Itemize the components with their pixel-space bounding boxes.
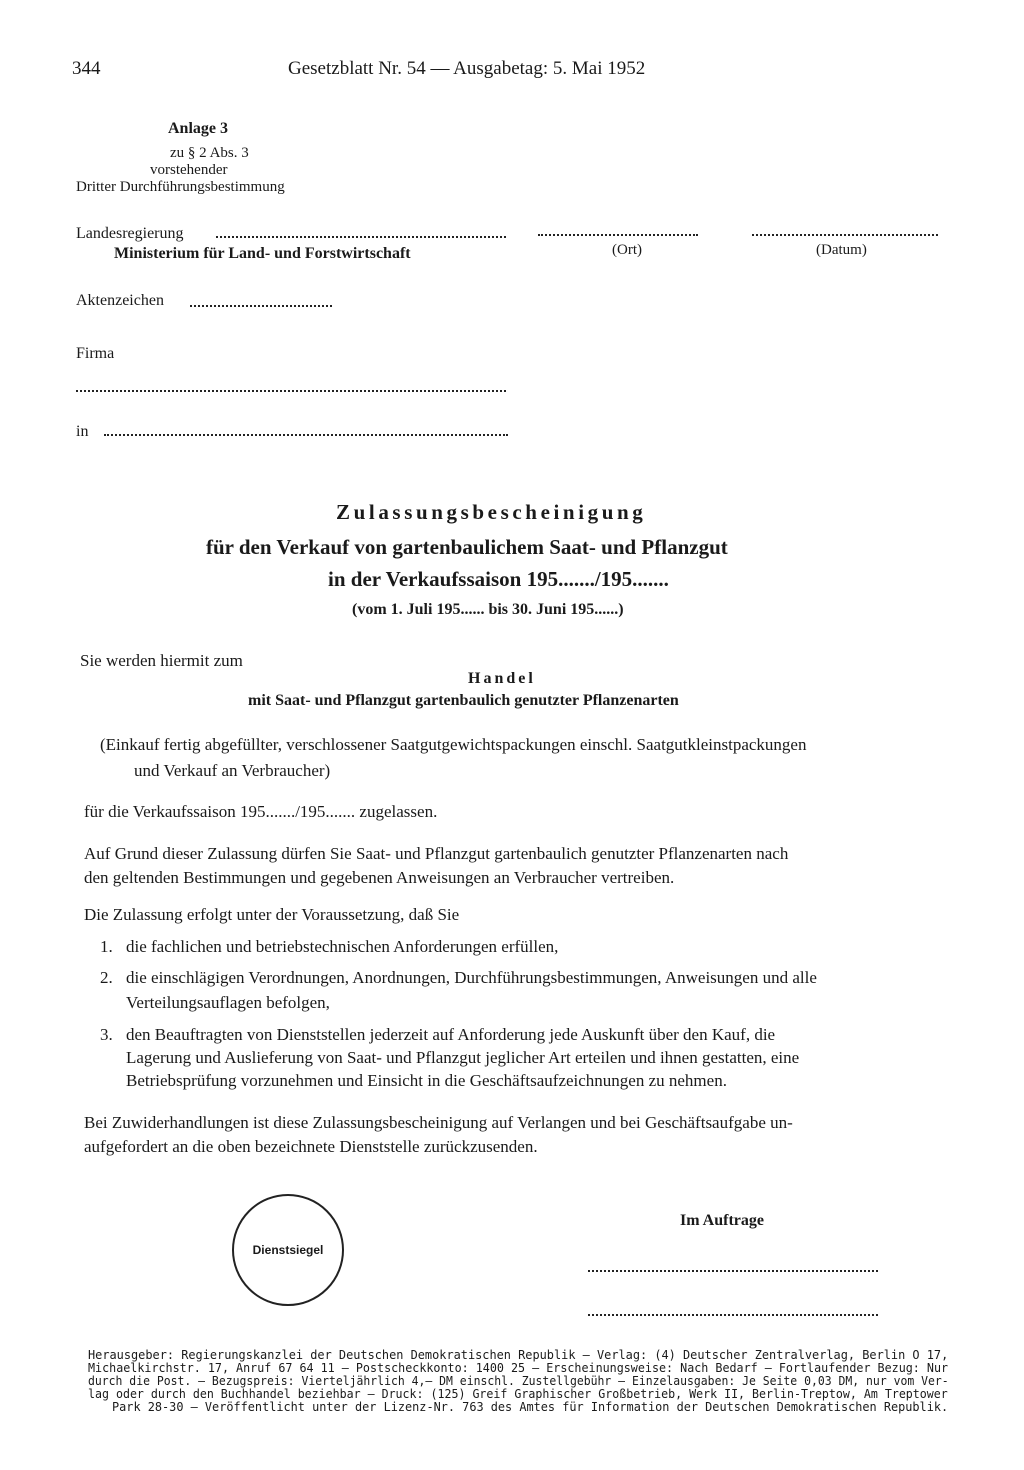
item-1-line-1: die fachlichen und betriebstechnischen Anforderungen erfüllen, [126,937,559,956]
item-3-line-2: Lagerung und Auslieferung von Saat- und Pflanzgut jeglicher Art erteilen und ihnen gestatten, eine [126,1048,800,1067]
landesregierung-label: Landesregierung [76,225,184,242]
closing-line-2: aufgefordert an die oben bezeichnete Dienststelle zurückzusenden. [84,1137,538,1156]
closing-line-1: Bei Zuwiderhandlungen ist diese Zulassungsbescheinigung auf Verlangen und bei Geschäftsaufgabe un- [84,1113,793,1132]
in-field[interactable] [104,434,508,436]
annex-line-1: zu § 2 Abs. 3 [170,145,249,161]
item-number-2: 2. [100,968,113,987]
season-line: für die Verkaufssaison 195......./195....... zugelassen. [84,802,438,821]
footer-line-5: Park 28-30 — Veröffentlicht unter der Lizenz-Nr. 763 des Amtes für Information der Deutschen Demokratischen Republik. [112,1399,949,1414]
conditions-intro: Die Zulassung erfolgt unter der Voraussetzung, daß Sie [84,905,460,924]
aktenzeichen-label: Aktenzeichen [76,292,164,309]
signature-line-1[interactable] [588,1270,878,1272]
item-3-line-1: den Beauftragten von Dienststellen jederzeit auf Anforderung jede Auskunft über den Kauf, die [126,1025,776,1044]
ministerium-label: Ministerium für Land- und Forstwirtschaft [114,245,411,262]
page-number: 344 [72,58,101,79]
document-title: Zulassungsbescheinigung [336,500,647,524]
im-auftrage-label: Im Auftrage [680,1212,764,1229]
datum-label: (Datum) [816,242,867,258]
aktenzeichen-field[interactable] [190,305,332,307]
item-number-1: 1. [100,937,113,956]
seal-label: Dienstsiegel [252,1243,324,1257]
para1-line-2: den geltenden Bestimmungen und gegebenen Anweisungen an Verbraucher vertreiben. [84,868,675,887]
annex-title: Anlage 3 [168,120,228,137]
item-number-3: 3. [100,1025,113,1044]
annex-line-2: vorstehender [150,162,228,178]
landesregierung-field[interactable] [216,236,506,238]
firma-label: Firma [76,345,115,362]
ort-field[interactable] [538,234,698,236]
running-title: Gesetzblatt Nr. 54 — Ausgabetag: 5. Mai 1952 [288,58,646,79]
footer-line-3: durch die Post. — Bezugspreis: Vierteljährlich 4,— DM einschl. Zustellgebühr — Einzelausgaben: Je Seite 0,03 DM, nur vom Ver- [88,1373,949,1388]
title-line-2: für den Verkauf von gartenbaulichem Saat- und Pflanzgut [206,535,728,559]
title-line-4: (vom 1. Juli 195...... bis 30. Juni 195......) [352,601,624,618]
official-seal [232,1194,344,1306]
paren-line-1: (Einkauf fertig abgefüllter, verschlossener Saatgutgewichtspackungen einschl. Saatgutkleinstpackungen [100,735,807,754]
in-label: in [76,423,89,440]
firma-field[interactable] [76,390,506,392]
title-line-3: in der Verkaufssaison 195......./195....... [328,567,669,591]
handel-subheading: mit Saat- und Pflanzgut gartenbaulich genutzter Pflanzenarten [248,692,679,709]
signature-line-2[interactable] [588,1314,878,1316]
footer-line-4: lag oder durch den Buchhandel beziehbar — Druck: (125) Greif Graphischer Großbetrieb, Werk II, Berlin-Treptow, Am Treptower [88,1386,948,1401]
para1-line-1: Auf Grund dieser Zulassung dürfen Sie Saat- und Pflanzgut gartenbaulich genutzter Pflanzenarten nach [84,844,789,863]
handel-heading: Handel [468,670,536,687]
item-3-line-3: Betriebsprüfung vorzunehmen und Einsicht in die Geschäftsaufzeichnungen zu nehmen. [126,1071,727,1090]
item-2-line-1: die einschlägigen Verordnungen, Anordnungen, Durchführungsbestimmungen, Anweisungen und alle [126,968,817,987]
item-2-line-2: Verteilungsauflagen befolgen, [126,993,330,1012]
ort-label: (Ort) [612,242,642,258]
datum-field[interactable] [752,234,938,236]
paren-line-2: und Verkauf an Verbraucher) [134,761,331,780]
annex-line-3: Dritter Durchführungsbestimmung [76,179,285,195]
footer-line-2: Michaelkirchstr. 17, Anruf 67 64 11 — Postscheckkonto: 1400 25 — Erscheinungsweise: Nach Bedarf — Fortlaufender Bezug: Nur [88,1360,949,1375]
footer-line-1: Herausgeber: Regierungskanzlei der Deutschen Demokratischen Republik — Verlag: (4) Deutscher Zentralverlag, Berlin O 17, [88,1347,949,1362]
intro-text: Sie werden hiermit zum [80,651,243,670]
